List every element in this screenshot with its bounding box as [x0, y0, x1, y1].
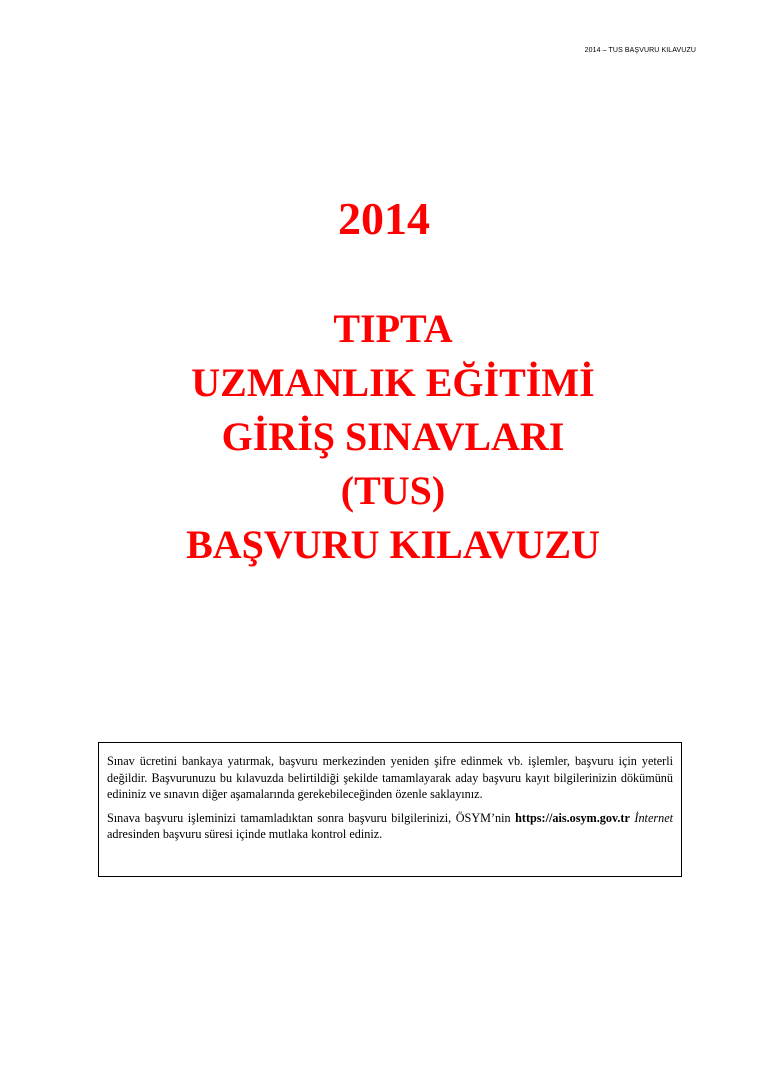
notice-paragraph-2 — [107, 810, 673, 843]
cover-title-line: BAŞVURU KILAVUZU — [186, 522, 600, 567]
notice-box — [98, 742, 682, 877]
cover-title-line: UZMANLIK EĞİTİMİ — [191, 360, 595, 405]
notice-paragraph-2-start: Sınava başvuru işleminizi tamamladıktan sonra başvuru bilgilerinizi, ÖSYM’nin — [107, 810, 516, 825]
notice-paragraph-2-end: adresinden başvuru süresi içinde mutlaka kontrol ediniz. — [107, 827, 383, 842]
cover-title-line: TIPTA — [333, 306, 453, 351]
cover-title-line: (TUS) — [340, 468, 446, 513]
internet-word: İnternet — [634, 810, 673, 825]
osym-url-link[interactable]: https://ais.osym.gov.tr — [515, 810, 630, 825]
cover-title-line: GİRİŞ SINAVLARI — [221, 414, 565, 459]
notice-paragraph-1: Sınav ücretini bankaya yatırmak, başvuru merkezinden yeniden şifre edinmek vb. işlemler, başvuru için yeterli değildir. Başvurunuzu bu kılavuzda belirtildiği şekilde tamamlayarak aday başvuru kayıt bilgilerinizin dökümünü edininiz ve sınavın diğer aşamalarında gerekebileceğinden özenle saklayınız. — [107, 754, 673, 802]
running-header: 2014 – TUS BAŞVURU KILAVUZU — [584, 47, 696, 54]
cover-title — [0, 302, 768, 572]
cover-year: 2014 — [338, 193, 430, 244]
